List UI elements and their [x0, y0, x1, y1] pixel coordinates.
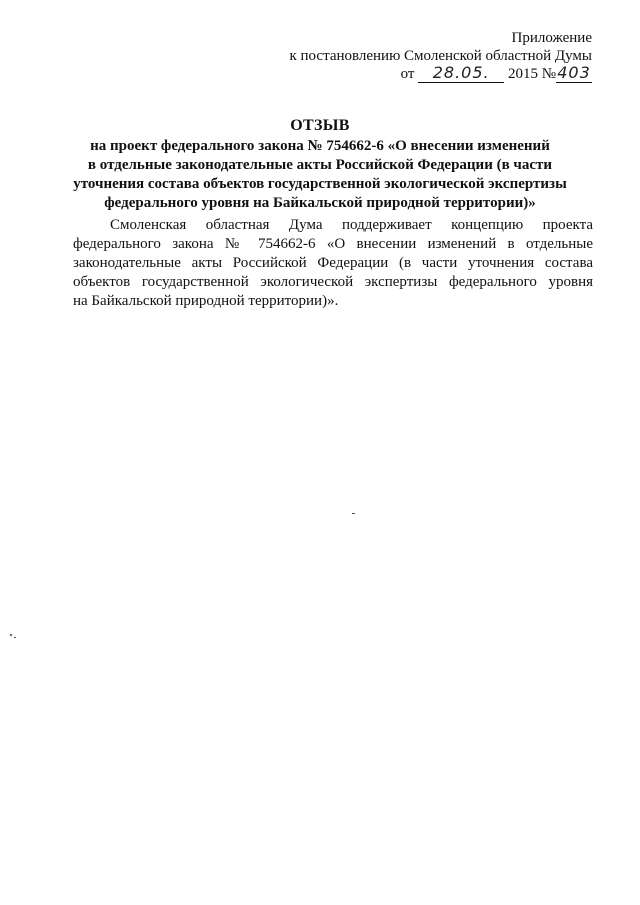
number-sign: № — [541, 66, 556, 82]
title-line-3: уточнения состава объектов государственной экологической экспертизы — [73, 176, 567, 192]
scan-speck — [14, 637, 16, 638]
year-label: 2015 — [507, 66, 538, 82]
appendix-header — [192, 29, 592, 83]
document-title-block — [60, 116, 580, 213]
date-blank — [418, 65, 504, 83]
title-line-4: федерального уровня на Байкальской природной территории)» — [104, 195, 536, 211]
body-line-1: Смоленская областная Дума поддерживает концепцию проекта — [110, 217, 593, 233]
handwritten-number: 403 — [557, 63, 591, 82]
title-line-2: в отдельные законодательные акты Российской Федерации (в части — [87, 157, 553, 173]
body-line-3: законодательные акты Российской Федерации (в части уточнения состава — [73, 255, 593, 271]
appendix-label: Приложение — [511, 30, 592, 46]
scan-speck — [10, 634, 13, 637]
body-line-5: на Байкальской природной территории)». — [73, 293, 339, 309]
scan-speck — [352, 513, 355, 514]
body-line-2: федерального закона № 754662-6 «О внесении изменений в отдельные — [73, 236, 593, 252]
body-line-4: объектов государственной экологической экспертизы федерального уровня — [73, 274, 593, 290]
title-line-1: на проект федерального закона № 754662-6 «О внесении изменений — [90, 138, 550, 154]
resolution-reference: к постановлению Смоленской областной Думы — [289, 48, 592, 64]
body-paragraph — [73, 216, 593, 311]
document-heading: ОТЗЫВ — [290, 117, 350, 134]
date-number-line — [192, 65, 592, 83]
date-prefix: от — [400, 66, 415, 82]
number-blank — [556, 65, 592, 83]
handwritten-date: 28.05. — [432, 63, 490, 82]
